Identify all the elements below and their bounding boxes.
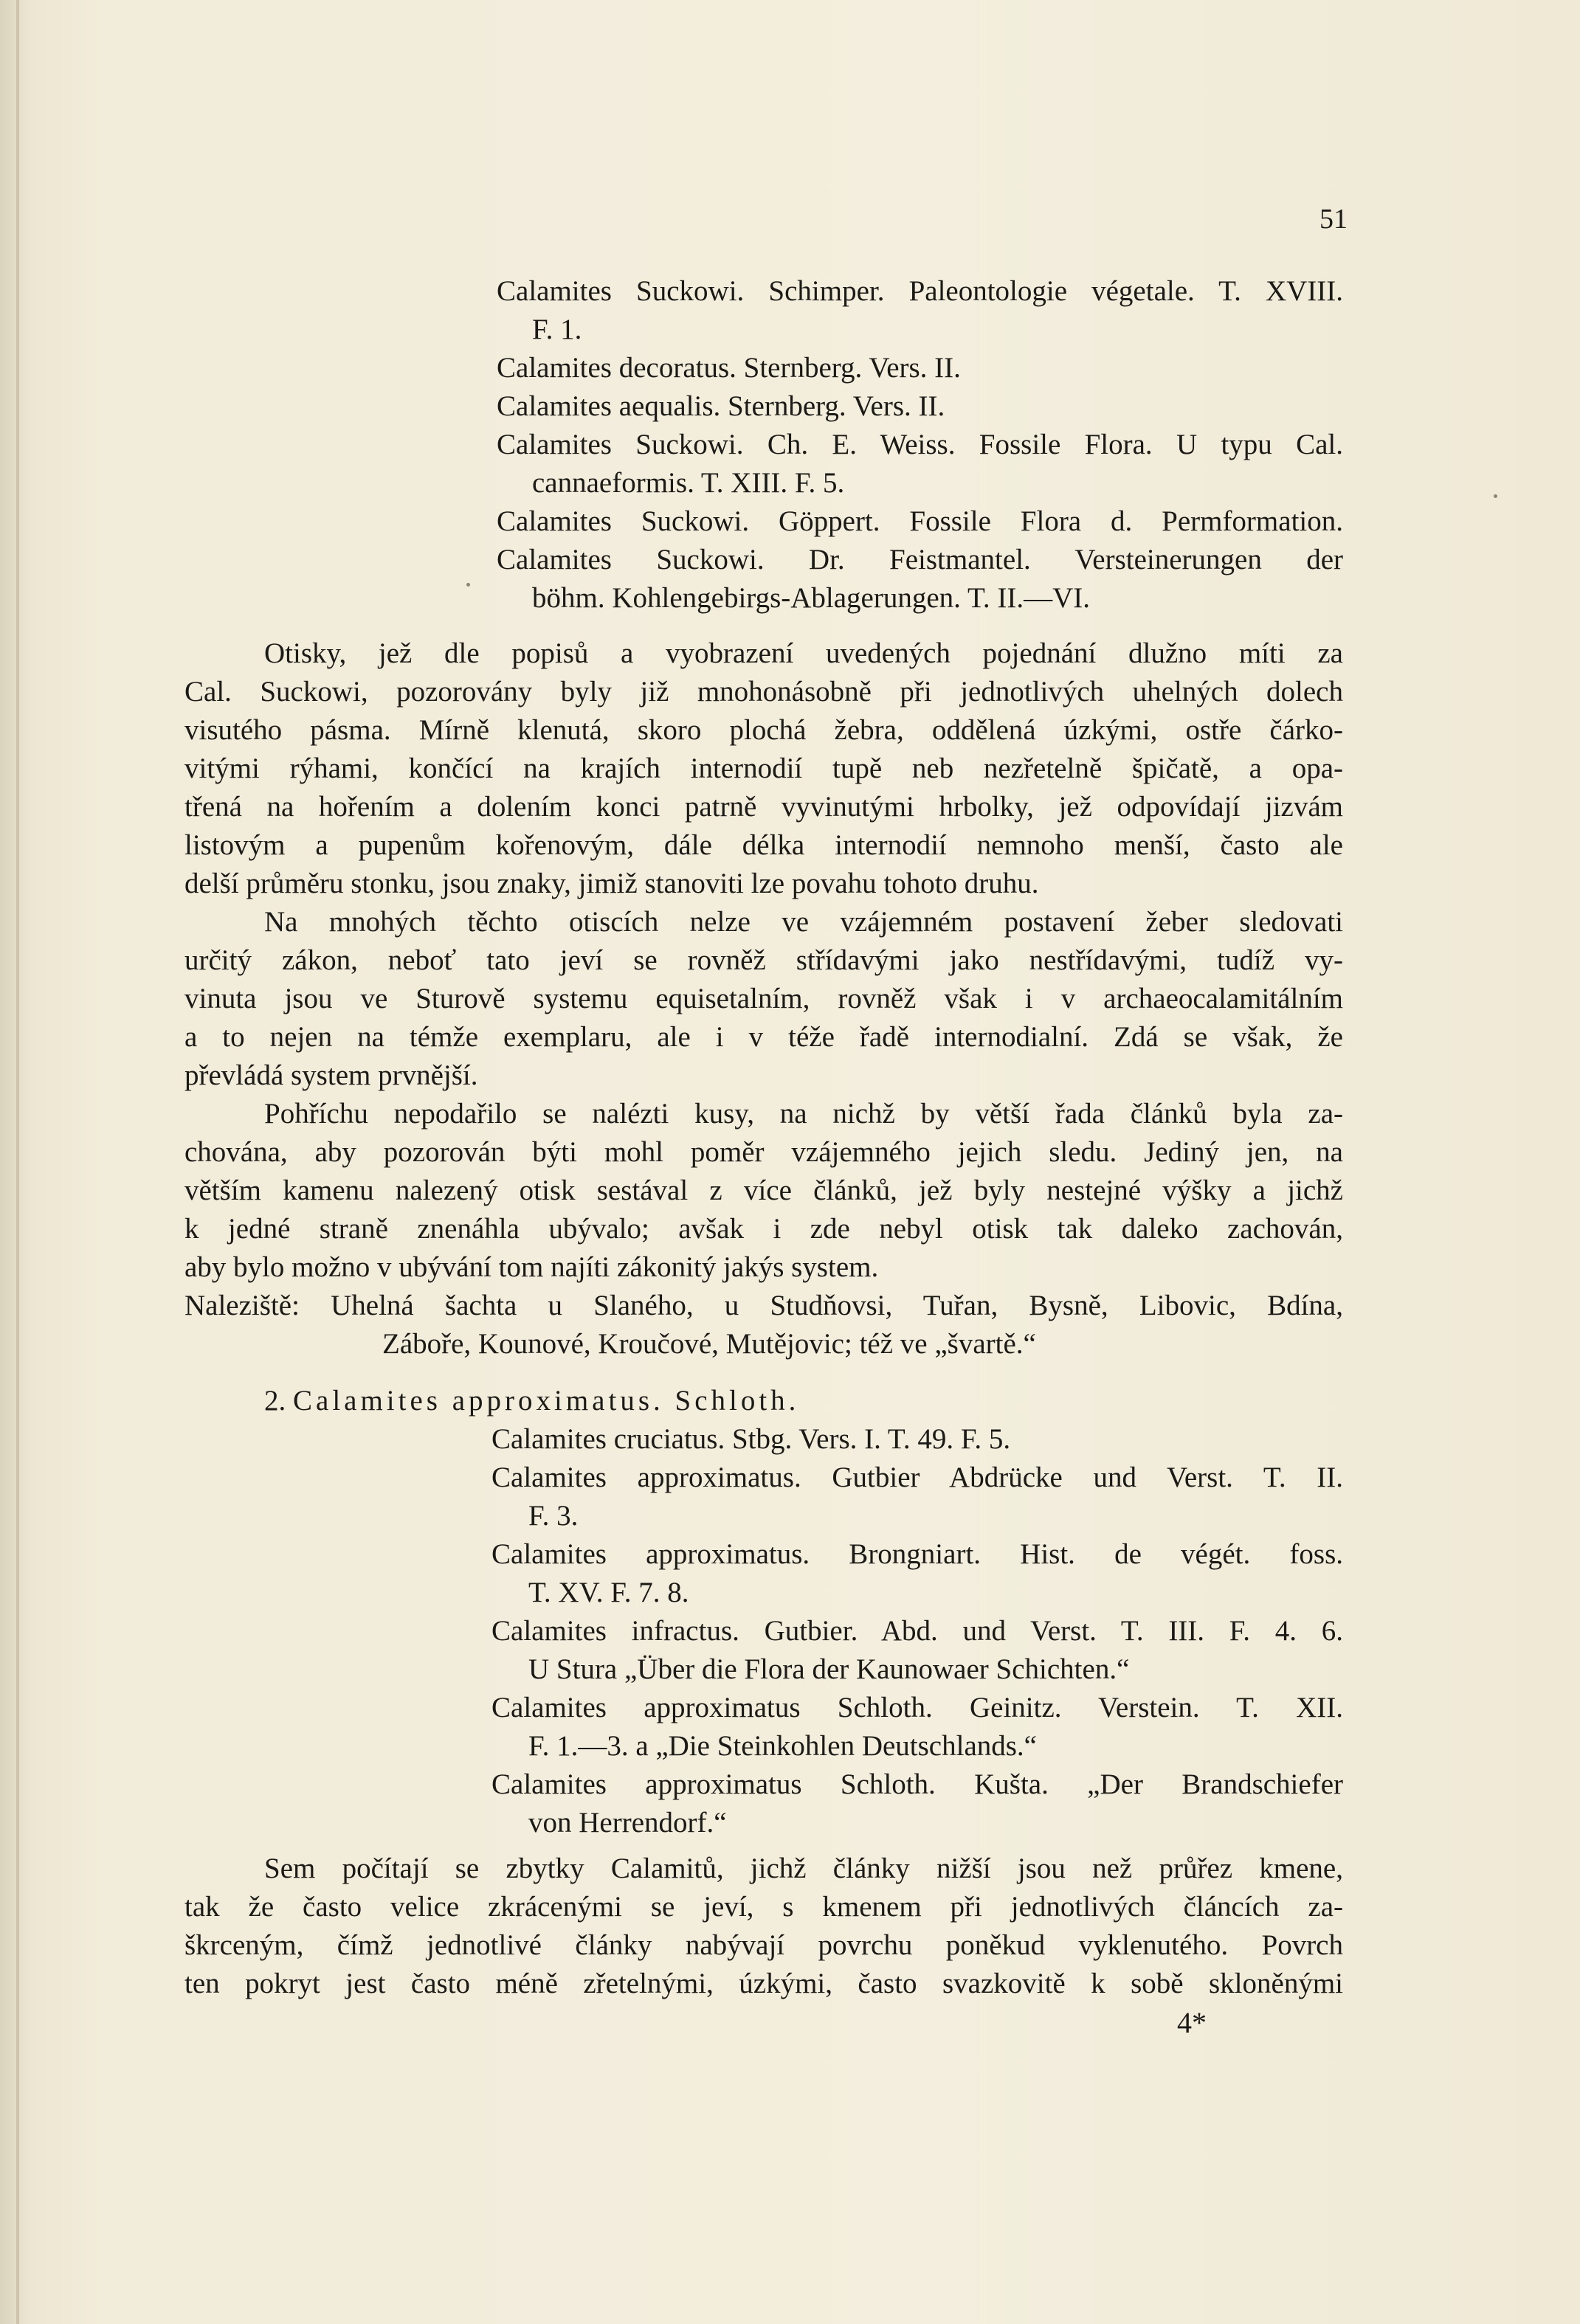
- page-number: 51: [1319, 204, 1348, 235]
- text-line: Sem počítají se zbytky Calamitů, jichž články nižší jsou než průřez kmene,: [264, 1853, 1343, 1884]
- text-line: převládá system prvnější.: [184, 1059, 478, 1091]
- text-line: k jedné straně znenáhla ubývalo; avšak i zde nebyl otisk tak daleko zachován,: [184, 1213, 1343, 1245]
- text-line: ten pokryt jest často méně zřetelnými, úzkými, často svazkovitě k sobě skloněnými: [184, 1968, 1343, 1999]
- synonym-line: Calamites Suckowi. Schimper. Paleontologie végetale. T. XVIII.: [497, 275, 1343, 307]
- synonym-line: von Herrendorf.“: [528, 1807, 727, 1839]
- signature-mark: 4*: [1177, 2006, 1207, 2039]
- species-name: Calamites approximatus. Schloth.: [293, 1385, 800, 1417]
- text-line: delší průměru stonku, jsou znaky, jimiž stanoviti lze povahu tohoto druhu.: [184, 868, 1039, 899]
- text-line: tak že často velice zkrácenými se jeví, s kmenem při jednotlivých článcích za-: [184, 1891, 1343, 1923]
- paper-speck: [466, 583, 470, 587]
- text-line: visutého pásma. Mírně klenutá, skoro plochá žebra, oddělená úzkými, ostře čárko-: [184, 714, 1343, 746]
- synonym-line: Calamites Suckowi. Göppert. Fossile Flora d. Permformation.: [497, 505, 1343, 537]
- synonym-line: Calamites approximatus Schloth. Geinitz. Verstein. T. XII.: [491, 1692, 1343, 1723]
- text-line: větším kamenu nalezený otisk sestával z více článků, jež byly nestejné výšky a jichž: [184, 1175, 1343, 1206]
- text-line: aby bylo možno v ubývání tom najíti zákonitý jakýs system.: [184, 1251, 879, 1283]
- localities-line: Záboře, Kounové, Kroučové, Mutějovic; též ve „švartě.“: [382, 1328, 1036, 1360]
- text-line: Na mnohých těchto otiscích nelze ve vzájemném postavení žeber sledovati: [264, 906, 1343, 938]
- text-line: určitý zákon, neboť tato jeví se rovněž střídavými jako nestřídavými, tudíž vy-: [184, 944, 1343, 976]
- synonym-line: Calamites infractus. Gutbier. Abd. und Verst. T. III. F. 4. 6.: [491, 1615, 1343, 1647]
- synonym-line: F. 1.—3. a „Die Steinkohlen Deutschlands.“: [528, 1730, 1037, 1762]
- text-line: Cal. Suckowi, pozorovány byly již mnohonásobně při jednotlivých uhelných dolech: [184, 676, 1343, 708]
- synonym-line: Calamites cruciatus. Stbg. Vers. I. T. 49. F. 5.: [491, 1423, 1011, 1455]
- species-heading: [264, 1383, 799, 1419]
- synonym-line: böhm. Kohlengebirgs-Ablagerungen. T. II.—VI.: [532, 582, 1091, 614]
- text-line: vitými rýhami, končící na krajích internodií tupě neb nezřetelně špičatě, a opa-: [184, 753, 1343, 784]
- synonym-line: Calamites aequalis. Sternberg. Vers. II.: [497, 390, 945, 422]
- paper-speck: [1494, 494, 1497, 498]
- text-line: vinuta jsou ve Sturově systemu equisetalním, rovněž však i v archaeocalamitálním: [184, 983, 1343, 1014]
- text-line: chována, aby pozorován býti mohl poměr vzájemného jejich sledu. Jediný jen, na: [184, 1136, 1343, 1168]
- synonym-line: Calamites approximatus. Brongniart. Hist. de végét. foss.: [491, 1538, 1343, 1570]
- text-line: a to nejen na témže exemplaru, ale i v téže řadě internodialní. Zdá se však, že: [184, 1021, 1343, 1053]
- synonym-line: U Stura „Über die Flora der Kaunowaer Schichten.“: [528, 1653, 1130, 1685]
- synonym-line: F. 3.: [528, 1500, 579, 1532]
- species-number: 2.: [264, 1385, 286, 1417]
- synonym-line: Calamites decoratus. Sternberg. Vers. II.: [497, 352, 961, 384]
- text-line: Otisky, jež dle popisů a vyobrazení uvedených pojednání dlužno míti za: [264, 637, 1343, 669]
- synonym-line: Calamites Suckowi. Ch. E. Weiss. Fossile Flora. U typu Cal.: [497, 429, 1343, 460]
- synonym-line: Calamites approximatus. Gutbier Abdrücke und Verst. T. II.: [491, 1462, 1343, 1493]
- text-line: Pohříchu nepodařilo se nalézti kusy, na nichž by větší řada článků byla za-: [264, 1098, 1343, 1130]
- page-gutter: [16, 0, 19, 2324]
- localities-line: Naleziště: Uhelná šachta u Slaného, u Studňovsi, Tuřan, Bysně, Libovic, Bdína,: [184, 1290, 1343, 1321]
- synonym-line: cannaeformis. T. XIII. F. 5.: [532, 467, 845, 499]
- synonym-line: T. XV. F. 7. 8.: [528, 1577, 689, 1608]
- text-line: škrceným, čímž jednotlivé články nabývají povrchu poněkud vyklenutého. Povrch: [184, 1929, 1343, 1961]
- synonym-line: F. 1.: [532, 314, 582, 345]
- synonym-line: Calamites approximatus Schloth. Kušta. „Der Brandschiefer: [491, 1768, 1343, 1800]
- text-line: listovým a pupenům kořenovým, dále délka internodií nemnoho menší, často ale: [184, 829, 1343, 861]
- synonym-line: Calamites Suckowi. Dr. Feistmantel. Versteinerungen der: [497, 544, 1343, 575]
- text-line: třená na hořením a dolením konci patrně vyvinutými hrbolky, jež odpovídají jizvám: [184, 791, 1343, 823]
